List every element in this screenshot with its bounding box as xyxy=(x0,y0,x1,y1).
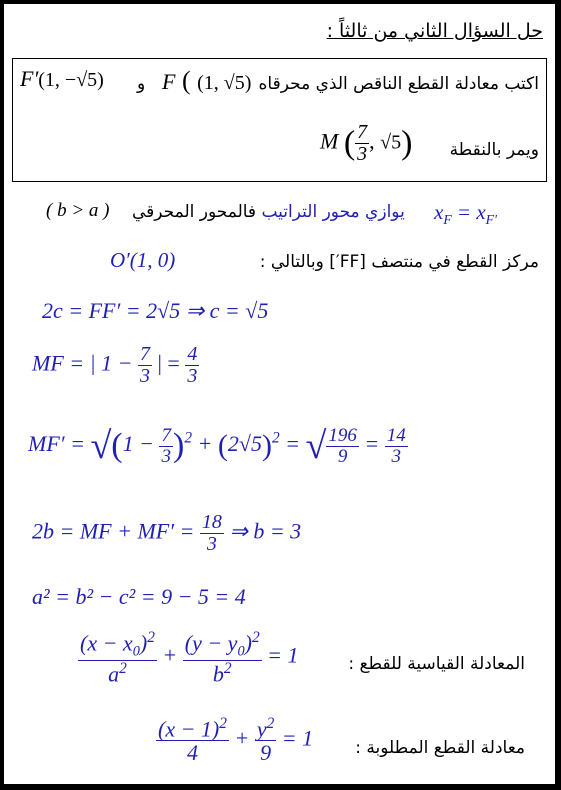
focus-F: F ( (1, √5) xyxy=(162,66,252,95)
step1-condition: ( b > a ) xyxy=(46,200,110,221)
page-title: حل السؤال الثاني من ثالثاً : xyxy=(326,20,543,42)
focus-F-prime: F′(1, −√5) xyxy=(20,66,104,91)
step6-equation: 2b = MF + MF′ = $\frac{18}{3}$ ⇒ b = 3 xyxy=(32,511,302,555)
point-M: M ( $\frac{7}{3}$ , √5) xyxy=(320,121,413,165)
step2-text: مركز القطع في منتصف [FF′] وبالتالي : xyxy=(259,252,539,272)
step1-text: يوازي محور التراتيب فالمحور المحرقي xyxy=(132,202,405,222)
step2-center: O′(1, 0) xyxy=(110,248,176,272)
step4-equation: MF = | 1 − $\frac{7}{3}$ | = $\frac{4}{3}$ xyxy=(32,343,198,387)
step9-text: معادلة القطع المطلوبة : xyxy=(355,738,525,758)
question-line-1: اكتب معادلة القطع الناقص الذي محرقاه xyxy=(258,74,539,94)
step8-text: المعادلة القياسية للقطع : xyxy=(348,654,525,674)
step1-equation: $x_F = x_{F'}$ xyxy=(434,200,497,228)
step7-equation: a² = b² − c² = 9 − 5 = 4 xyxy=(32,584,246,609)
question-line-2: ويمر بالنقطة xyxy=(449,140,539,160)
page xyxy=(4,4,555,784)
step5-equation: MF′ = √(1 − $\frac{7}{3}$ )$^2 + (2√5)^2$ = √ $\frac{196}{9}$ = $\frac{14}{3}$ xyxy=(28,424,406,467)
step8-equation: $\frac{(x - x_0)^2}{a^2}$ + $\frac{(y - y_0)^2}{b^2}$ = 1 xyxy=(80,629,299,687)
step3-equation: 2c = FF′ = 2√5 ⇒ c = √5 xyxy=(42,298,269,323)
and-word: و xyxy=(137,74,146,94)
step9-equation: $\frac{(x - 1)^2}{4}$ + $\frac{y^2}{9}$ = 1 xyxy=(158,715,314,766)
